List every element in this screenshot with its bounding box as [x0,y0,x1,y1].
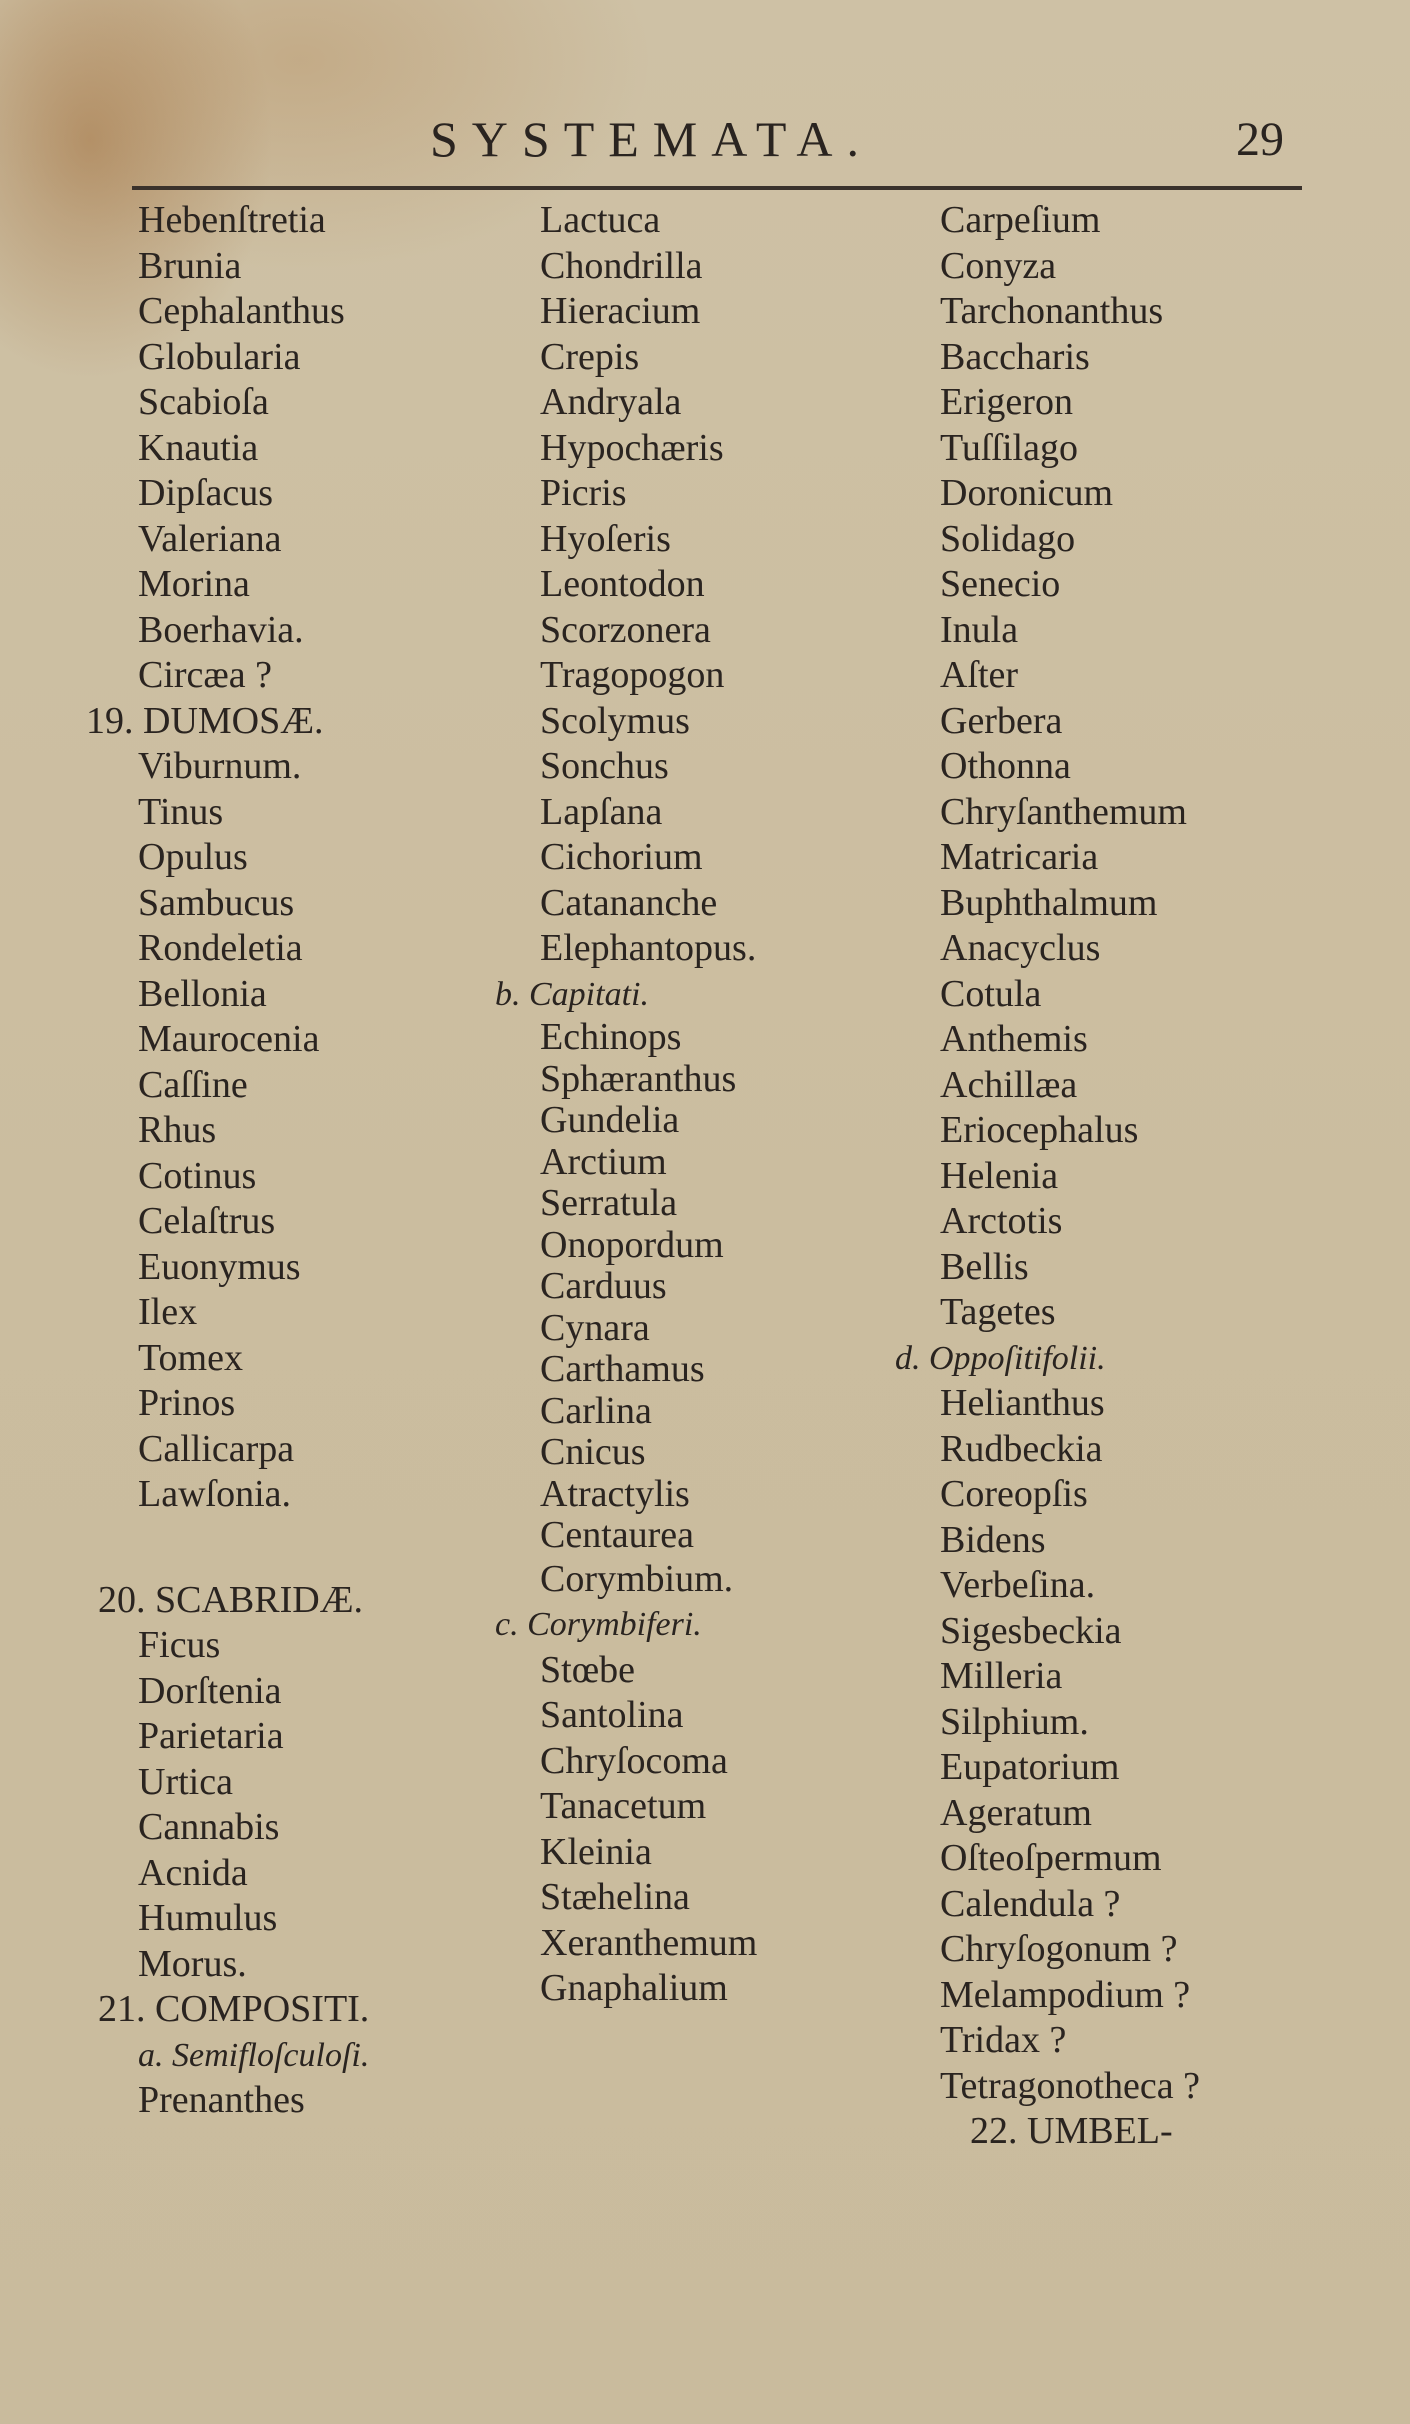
genus-entry: Eupatorium [940,1746,1120,1788]
genus-entry: Boerhavia. [138,608,304,651]
genus-entry: Ageratum [940,1791,1092,1834]
genus-entry: Bidens [940,1518,1046,1561]
genus-entry: Gerbera [940,699,1063,742]
genus-entry: Morina [138,563,250,605]
genus-entry: Eriocephalus [940,1109,1139,1151]
section-heading-dumosae: 19. DUMOSÆ. [86,699,324,742]
subsection-oppositifolii: d. Oppoſitifolii. [895,1339,1106,1377]
genus-entry: Globularia [138,335,301,378]
genus-entry: Cynara [540,1306,650,1349]
genus-entry: Rudbeckia [940,1427,1103,1470]
genus-entry: Humulus [138,1897,278,1939]
section-heading-scabridae: 20. SCABRIDÆ. [98,1578,363,1621]
genus-entry: Cnicus [540,1431,646,1473]
subsection-corymbiferi: c. Corymbiferi. [495,1606,702,1643]
genus-entry: Parietaria [138,1715,284,1757]
genus-entry: Tuſſilago [940,426,1078,469]
genus-entry: Cichorium [540,836,703,878]
genus-entry: Carlina [540,1389,652,1432]
genus-entry: Scolymus [540,699,690,742]
genus-entry: Kleinia [540,1830,652,1873]
genus-entry: Santolina [540,1694,684,1736]
subsection-semiflosculosi: a. Semifloſculoſi. [138,2036,370,2074]
genus-entry: Onopordum [540,1223,724,1266]
genus-entry: Erigeron [940,381,1073,423]
genus-entry: Anacyclus [940,927,1101,969]
page-header [0,110,1410,180]
genus-entry: Buphthalmum [940,881,1158,924]
genus-entry: Gnaphalium [540,1967,728,2009]
genus-entry: Melampodium ? [940,1973,1191,2016]
genus-entry: Tagetes [940,1291,1056,1333]
genus-entry: Chondrilla [540,244,703,287]
genus-entry: Achillæa [940,1063,1078,1106]
genus-entry: Chryſanthemum [940,790,1187,833]
section-heading-compositi: 21. COMPOSITI. [98,1988,370,2030]
genus-entry: Ilex [138,1291,198,1333]
genus-entry: Valeriana [138,517,282,560]
genus-entry: Matricaria [940,836,1099,878]
genus-entry: Cannabis [138,1806,280,1848]
genus-entry: Dipſacus [138,472,274,514]
genus-entry: Scabioſa [138,381,269,423]
genus-entry: Maurocenia [138,1018,320,1060]
subsection-capitati: b. Capitati. [495,975,649,1013]
genus-entry: Helenia [940,1154,1059,1197]
genus-entry: Cephalanthus [138,290,345,332]
genus-entry: Coreopſis [940,1473,1088,1515]
genus-entry: Echinops [540,1016,682,1058]
genus-entry: Conyza [940,244,1057,287]
genus-entry: Calendula ? [940,1882,1121,1925]
genus-entry: Tomex [138,1336,243,1379]
genus-entry: Knautia [138,426,259,469]
genus-entry: Catananche [540,881,718,924]
genus-entry: Hebenſtretia [138,199,326,241]
genus-entry: Othonna [940,745,1071,787]
genus-entry: Xeranthemum [540,1921,758,1964]
column-3 [895,198,1201,2155]
genus-entry: Morus. [138,1942,247,1985]
genus-entry: Brunia [138,244,242,287]
genus-entry: Oſteoſpermum [940,1837,1162,1879]
genus-entry: Ficus [138,1624,221,1666]
genus-entry: Sambucus [138,881,295,924]
genus-entry: Cotula [940,972,1042,1015]
genus-entry: Elephantopus. [540,927,757,969]
genus-entry: Chryſogonum ? [940,1928,1178,1970]
catchword: 22. UMBEL- [970,2110,1173,2152]
column-2 [495,198,758,2012]
genus-entry: Tinus [138,790,224,833]
genus-entry: Caſſine [138,1063,248,1106]
genus-entry: Leontodon [540,563,705,605]
genus-entry: Centaurea [540,1514,695,1556]
genus-entry: Tetragonotheca ? [940,2064,1201,2107]
genus-entry: Picris [540,472,627,514]
genus-entry: Lapſana [540,790,663,833]
genus-entry: Hieracium [540,290,701,332]
genus-entry: Opulus [138,836,248,878]
genus-entry: Senecio [940,563,1061,605]
genus-entry: Solidago [940,517,1076,560]
genus-entry: Cotinus [138,1154,257,1197]
genus-entry: Inula [940,608,1019,651]
genus-entry: Carpeſium [940,199,1101,241]
genus-entry: Hypochæris [540,426,724,469]
genus-entry: Arctium [540,1140,667,1183]
genus-entry: Sonchus [540,745,669,787]
genus-entry: Carduus [540,1265,667,1307]
column-1 [86,198,370,2124]
genus-entry: Sphæranthus [540,1057,737,1100]
running-head: SYSTEMATA. [430,111,873,167]
genus-entry: Scorzonera [540,608,711,651]
genus-entry: Gundelia [540,1099,680,1141]
genus-entry: Lawſonia. [138,1473,292,1515]
genus-entry: Carthamus [540,1348,705,1390]
genus-entry: Stæhelina [540,1876,690,1918]
genus-entry: Baccharis [940,335,1090,378]
genus-entry: Lactuca [540,199,661,241]
genus-entry: Tarchonanthus [940,290,1164,332]
genus-entry: Crepis [540,335,640,378]
genus-entry: Tanacetum [540,1785,707,1827]
genus-entry: Euonymus [138,1245,301,1288]
genus-entry: Anthemis [940,1018,1088,1060]
genus-entry: Stœbe [540,1648,635,1691]
genus-entry: Sigesbeckia [940,1609,1122,1652]
genus-entry: Rhus [138,1109,217,1151]
genus-entry: Doronicum [940,472,1114,514]
genus-entry: Rondeletia [138,927,303,969]
genus-entry: Dorſtenia [138,1669,282,1712]
genus-entry: Andryala [540,381,682,423]
genus-entry: Acnida [138,1851,248,1894]
page-number: 29 [1236,113,1284,166]
genus-entry: Silphium. [940,1700,1089,1743]
blank-line [138,1518,369,1578]
genus-entry: Atractylis [540,1472,690,1515]
genus-entry: Verbeſina. [940,1564,1096,1606]
genus-entry: Celaſtrus [138,1200,276,1242]
genus-entry: Aſter [940,654,1019,696]
genus-entry: Prenanthes [138,2079,305,2121]
genus-entry: Serratula [540,1182,678,1224]
genus-entry: Hyoſeris [540,517,671,560]
genus-entry: Tridax ? [940,2019,1067,2061]
genus-entry: Callicarpa [138,1427,295,1470]
genus-entry: Milleria [940,1655,1063,1697]
genus-entry: Viburnum. [138,745,302,787]
genus-entry: Tragopogon [540,654,725,696]
genus-entry: Arctotis [940,1200,1063,1242]
genus-entry: Prinos [138,1382,236,1424]
genus-entry: Helianthus [940,1382,1105,1424]
genus-entry: Chryſocoma [540,1739,728,1782]
genus-entry: Bellis [940,1245,1029,1288]
genus-entry: Corymbium. [540,1557,734,1600]
header-rule [132,186,1302,190]
genus-entry: Circæa ? [138,654,273,696]
genus-entry: Bellonia [138,972,267,1015]
genus-entry: Urtica [138,1760,233,1803]
